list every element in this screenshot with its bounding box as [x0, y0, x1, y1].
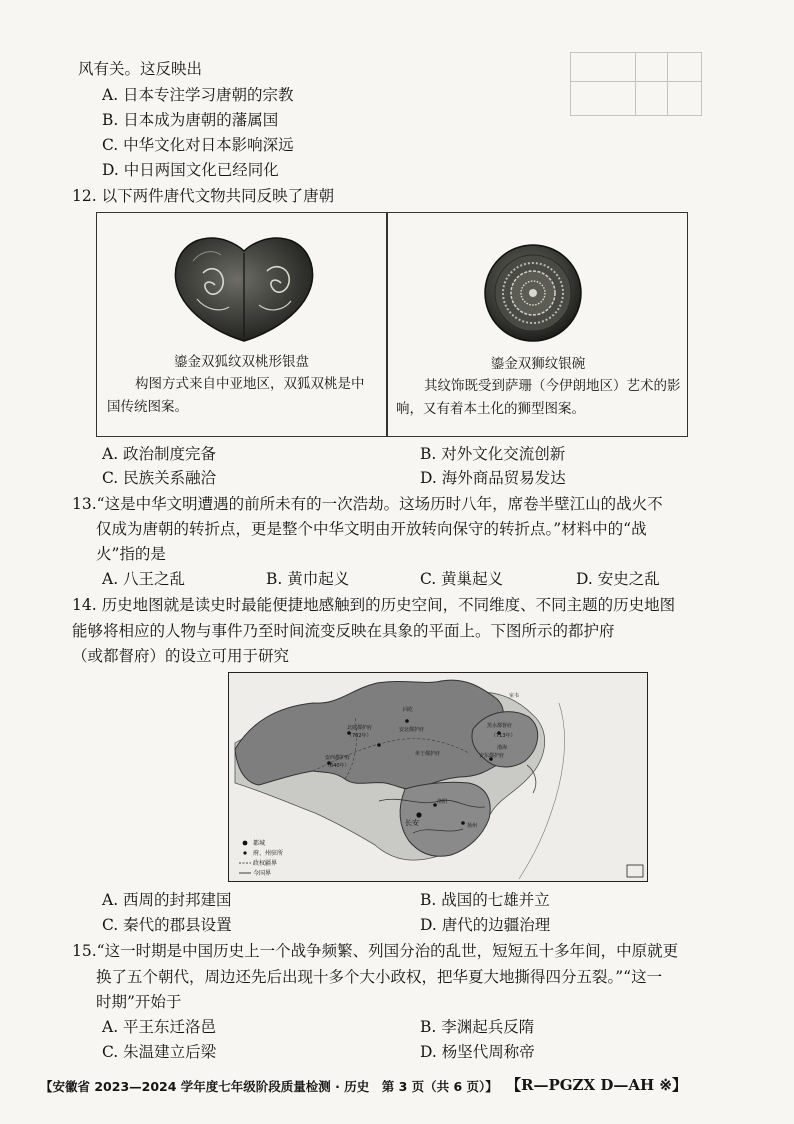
q12-stem: 12. 以下两件唐代文物共同反映了唐朝	[72, 187, 335, 205]
q13-option-c[interactable]: C. 黄巢起义	[420, 570, 504, 588]
q12-artifact-panel	[96, 212, 688, 437]
q13-option-b[interactable]: B. 黄巾起义	[266, 570, 350, 588]
map-label-heishui-year: （713年）	[491, 733, 516, 739]
q15-stem-line-1: 15.“这一时期是中国历史上一个战争频繁、列国分治的乱世，短短五十多年间，中原就更	[72, 942, 679, 960]
map-label-danyu: 单于都护府	[415, 751, 441, 757]
map-label-anxi: 安西都护府	[325, 755, 351, 761]
map-label-luoyang: 洛阳	[437, 799, 448, 805]
artifact-left-title: 鎏金双狐纹双桃形银盘	[174, 354, 309, 370]
map-label-huihe: 回纥	[403, 707, 414, 713]
artifact-right-desc-1: 其纹饰既受到萨珊（今伊朗地区）艺术的影	[424, 378, 681, 394]
legend-capital: 都城	[253, 840, 266, 847]
q13-stem-line-2: 仅成为唐朝的转折点，更是整个中华文明由开放转向保守的转折点。”材料中的“战	[96, 520, 647, 538]
legend-modern-border: 今国界	[253, 870, 272, 877]
q15-option-d[interactable]: D. 杨坚代周称帝	[420, 1043, 535, 1061]
q15-option-b[interactable]: B. 李渊起兵反隋	[420, 1018, 535, 1036]
q12-option-b[interactable]: B. 对外文化交流创新	[420, 445, 566, 463]
map-label-shiwei: 室韦	[509, 693, 520, 699]
q14-stem-line-1: 14. 历史地图就是读史时最能便捷地感触到的历史空间，不同维度、不同主题的历史地图	[72, 596, 676, 614]
exam-code: 【R—PGZX D—AH ※】	[506, 1076, 687, 1094]
q15-stem-line-3: 时期”开始于	[96, 993, 182, 1011]
map-label-yangzhou: 扬州	[467, 823, 478, 829]
q11-stem-tail: 风有关。这反映出	[78, 60, 203, 78]
q12-option-d[interactable]: D. 海外商品贸易发达	[420, 469, 566, 487]
artifact-right	[388, 213, 688, 436]
map-label-bohai: 渤海	[497, 745, 508, 751]
map-legend	[239, 839, 283, 877]
page-footer: 【安徽省 2023—2024 学年度七年级阶段质量检测 · 历史 第 3 页（共 6 页）】	[40, 1079, 498, 1094]
q11-option-d[interactable]: D. 中日两国文化已经同化	[102, 161, 279, 179]
map-label-andong: 安东都护府	[479, 753, 505, 759]
artifact-left-desc-2: 国传统图案。	[107, 399, 188, 415]
map-graphic	[229, 673, 647, 881]
q15-option-a[interactable]: A. 平王东迁洛邑	[102, 1018, 217, 1036]
artifact-right-desc-2: 响，又有着本土化的狮型图案。	[396, 401, 585, 417]
map-label-anbei: 安北都护府	[399, 727, 425, 733]
q14-option-c[interactable]: C. 秦代的郡县设置	[102, 916, 232, 934]
q13-option-d[interactable]: D. 安史之乱	[576, 570, 660, 588]
map-label-heishui: 黑水都督府	[487, 723, 513, 729]
q13-stem-line-3: 火”指的是	[96, 545, 166, 563]
legend-regime-border: 政权疆界	[253, 860, 278, 867]
artifact-left	[97, 213, 386, 436]
legend-prefecture: 府、州驻所	[253, 850, 284, 857]
map-label-beiting: 北庭都护府	[347, 725, 373, 731]
map-label-anxi-year: （640年）	[325, 763, 350, 769]
q15-stem-line-2: 换了五个朝代，周边还先后出现十多个大小政权，把华夏大地撕得四分五裂。”“这一	[96, 968, 663, 986]
q11-option-c[interactable]: C. 中华文化对日本影响深远	[102, 136, 294, 154]
silver-lion-bowl-image	[388, 239, 688, 369]
q14-option-a[interactable]: A. 西周的封邦建国	[102, 891, 232, 909]
silver-peach-plate-image	[97, 221, 386, 351]
q11-option-a[interactable]: A. 日本专注学习唐朝的宗教	[102, 86, 294, 104]
q13-option-a[interactable]: A. 八王之乱	[102, 570, 186, 588]
q14-stem-line-2: 能够将相应的人物与事件乃至时间流变反映在具象的平面上。下图所示的都护府	[72, 622, 615, 640]
q15-option-c[interactable]: C. 朱温建立后梁	[102, 1043, 217, 1061]
map-label-beiting-year: （702年）	[347, 733, 372, 739]
q12-option-c[interactable]: C. 民族关系融洽	[102, 469, 217, 487]
q14-option-b[interactable]: B. 战国的七雄并立	[420, 891, 550, 909]
tang-protectorates-map	[228, 672, 648, 882]
q14-stem-line-3: （或都督府）的设立可用于研究	[72, 647, 290, 665]
artifact-left-desc-1: 构图方式来自中亚地区，双狐双桃是中	[135, 376, 365, 392]
score-table-bleedthrough	[570, 52, 702, 116]
q14-option-d[interactable]: D. 唐代的边疆治理	[420, 916, 551, 934]
artifact-right-title: 鎏金双狮纹银碗	[490, 356, 586, 372]
q13-stem-line-1: 13.“这是中华文明遭遇的前所未有的一次浩劫。这场历时八年，席卷半壁江山的战火不	[72, 495, 663, 513]
map-label-changan: 长安	[405, 819, 419, 827]
q11-option-b[interactable]: B. 日本成为唐朝的藩属国	[102, 111, 279, 129]
q12-option-a[interactable]: A. 政治制度完备	[102, 445, 217, 463]
